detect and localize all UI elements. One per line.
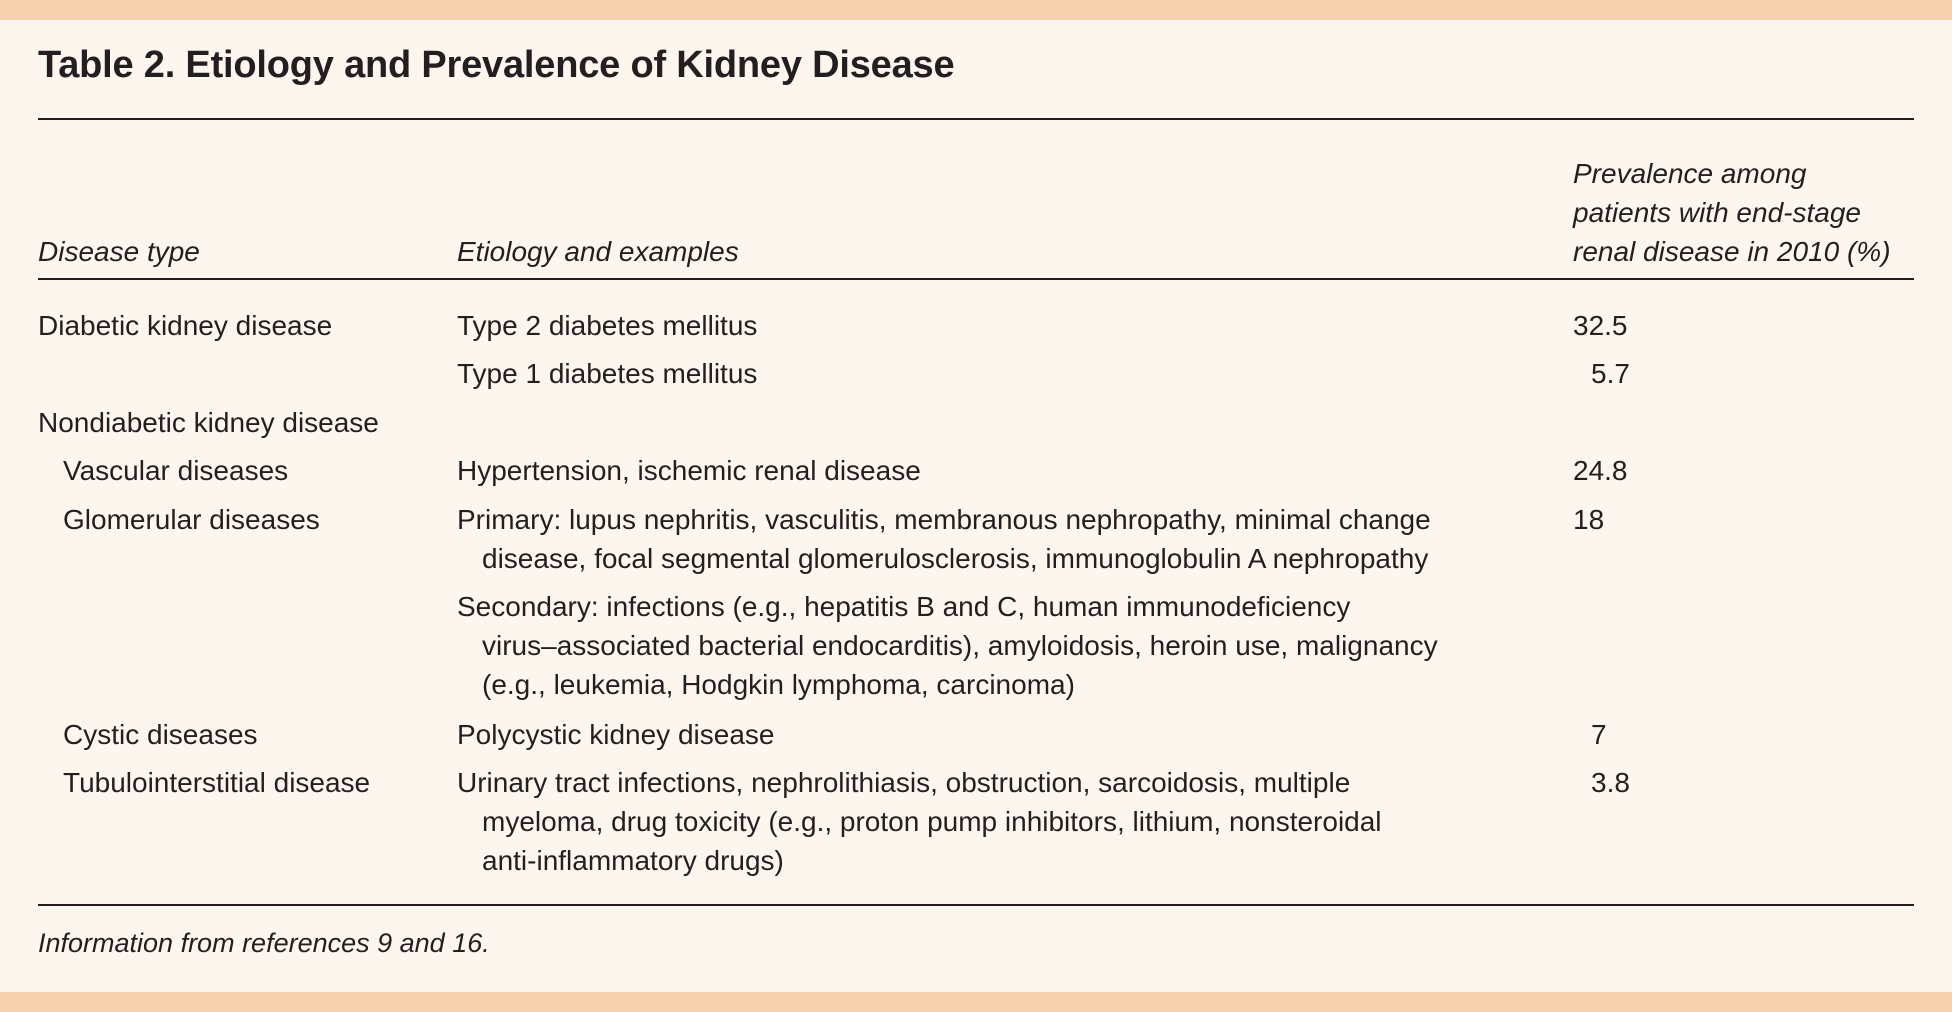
prevalence-cell: 3.8 (1591, 767, 1630, 798)
etiology-line: virus–associated bacterial endocarditis), amyloidosis, heroin use, malignancy (482, 630, 1438, 661)
etiology-line: myeloma, drug toxicity (e.g., proton pump inhibitors, lithium, nonsteroidal (482, 806, 1382, 837)
etiology-cell (457, 587, 1438, 704)
prevalence-cell: 24.8 (1573, 455, 1628, 486)
title-rule (38, 118, 1914, 120)
header-prevalence-line: patients with end-stage (1573, 197, 1861, 228)
header-prevalence-line: Prevalence among (1573, 158, 1807, 189)
disease-subtype-cell: Vascular diseases (63, 455, 289, 486)
etiology-cell (457, 306, 757, 345)
disease-type-cell: Nondiabetic kidney disease (38, 407, 379, 438)
etiology-line: Secondary: infections (e.g., hepatitis B and C, human immunodeficiency (457, 591, 1351, 622)
disease-subtype-cell: Tubulointerstitial disease (63, 767, 371, 798)
header-disease-type: Disease type (38, 236, 200, 267)
etiology-line: Primary: lupus nephritis, vasculitis, membranous nephropathy, minimal change (457, 504, 1431, 535)
prevalence-cell: 5.7 (1591, 358, 1630, 389)
etiology-cell (457, 715, 774, 754)
etiology-cell (457, 354, 757, 393)
header-prevalence-line: renal disease in 2010 (%) (1573, 236, 1891, 267)
header-etiology: Etiology and examples (457, 236, 739, 267)
prevalence-cell: 18 (1573, 504, 1605, 535)
etiology-line: Polycystic kidney disease (457, 719, 775, 750)
etiology-cell (457, 500, 1431, 578)
table-title: Table 2. Etiology and Prevalence of Kidney Disease (38, 44, 955, 86)
etiology-cell (457, 763, 1382, 880)
etiology-line: anti-inflammatory drugs) (482, 845, 784, 876)
bottom-rule (38, 904, 1914, 906)
disease-type-cell: Diabetic kidney disease (38, 310, 333, 341)
etiology-line: Type 2 diabetes mellitus (457, 310, 758, 341)
bottom-accent-band (0, 992, 1952, 1012)
header-prevalence (1573, 154, 1891, 271)
etiology-line: (e.g., leukemia, Hodgkin lymphoma, carcinoma) (482, 669, 1075, 700)
etiology-line: disease, focal segmental glomerulosclerosis, immunoglobulin A nephropathy (482, 543, 1429, 574)
top-accent-band (0, 0, 1952, 20)
etiology-line: Hypertension, ischemic renal disease (457, 455, 921, 486)
disease-subtype-cell: Glomerular diseases (63, 504, 320, 535)
etiology-line: Type 1 diabetes mellitus (457, 358, 758, 389)
prevalence-cell: 7 (1591, 719, 1607, 750)
etiology-cell (457, 451, 921, 490)
table-footnote: Information from references 9 and 16. (38, 928, 490, 958)
etiology-line: Urinary tract infections, nephrolithiasis, obstruction, sarcoidosis, multiple (457, 767, 1351, 798)
disease-subtype-cell: Cystic diseases (63, 719, 258, 750)
prevalence-cell: 32.5 (1573, 310, 1628, 341)
header-rule (38, 278, 1914, 280)
